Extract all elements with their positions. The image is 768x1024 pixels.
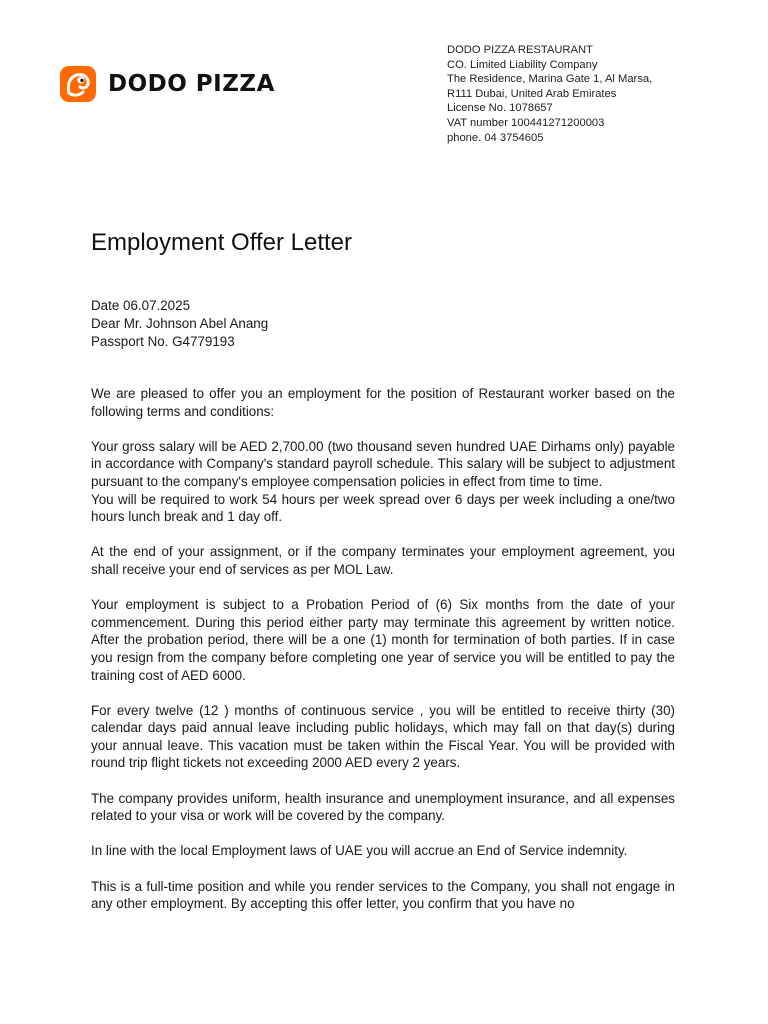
company-name: DODO PIZZA RESTAURANT (447, 44, 593, 56)
paragraph-spacer (91, 860, 675, 878)
paragraph-spacer (91, 825, 675, 843)
paragraph-spacer (91, 420, 675, 438)
company-logo (60, 64, 275, 104)
company-vat: VAT number 100441271200003 (447, 116, 605, 129)
paragraph-spacer (91, 684, 675, 702)
paragraph-hours: You will be required to work 54 hours per week spread over 6 days per week including a one/two hours lunch break and 1 day off. (91, 491, 675, 525)
letter-body (91, 385, 675, 913)
letter-title: Employment Offer Letter (91, 229, 352, 256)
logo-wordmark: DODO PIZZA (108, 71, 275, 97)
company-address-line-1: The Residence, Marina Gate 1, Al Marsa, (447, 73, 653, 86)
paragraph-spacer (91, 526, 675, 544)
dodo-bird-icon (60, 66, 96, 102)
company-address-line-2: R111 Dubai, United Arab Emirates (447, 87, 617, 100)
letter-date: Date 06.07.2025 (91, 298, 191, 313)
letter-meta (91, 297, 268, 351)
paragraph-spacer (91, 579, 675, 597)
company-details (447, 43, 652, 145)
paragraph-salary: Your gross salary will be AED 2,700.00 (two thousand seven hundred UAE Dirhams only) payable in accordance with Company's standard payroll schedule. This salary will be subject to adjustment pursuant to the company's employee compensation policies in effect from time to time. (91, 438, 675, 489)
paragraph-end-of-service: At the end of your assignment, or if the company terminates your employment agreement, you shall receive your end of services as per MOL Law. (91, 544, 675, 577)
letter-salutation: Dear Mr. Johnson Abel Anang (91, 316, 269, 331)
company-type: CO. Limited Liability Company (447, 58, 598, 71)
paragraph-intro: We are pleased to offer you an employment for the position of Restaurant worker based on the following terms and conditions: (91, 386, 675, 419)
paragraph-probation: Your employment is subject to a Probation Period of (6) Six months from the date of your commencement. During this period either party may terminate this agreement by written notice. After the probation period, there will be a one (1) month for termination of both parties. If in case you resign from the company before completing one year of service you will be entitled to pay the training cost of AED 6000. (91, 597, 675, 683)
paragraph-spacer (91, 772, 675, 790)
paragraph-benefits: The company provides uniform, health insurance and unemployment insurance, and all expenses related to your visa or work will be covered by the company. (91, 790, 675, 824)
company-phone: phone. 04 3754605 (447, 131, 544, 144)
paragraph-full-time: This is a full-time position and while you render services to the Company, you shall not engage in any other employment. By accepting this offer letter, you confirm that you have no (91, 878, 675, 912)
company-license: License No. 1078657 (447, 102, 553, 115)
paragraph-indemnity: In line with the local Employment laws of UAE you will accrue an End of Service indemnity. (91, 843, 628, 859)
paragraph-annual-leave: For every twelve (12 ) months of continuous service , you will be entitled to receive thirty (30) calendar days paid annual leave including public holidays, which may fall on that day(s) during your annual leave. This vacation must be taken within the Fiscal Year. You will be provided with round trip flight tickets not exceeding 2000 AED every 2 years. (91, 702, 675, 771)
passport-number: Passport No. G4779193 (91, 334, 235, 349)
